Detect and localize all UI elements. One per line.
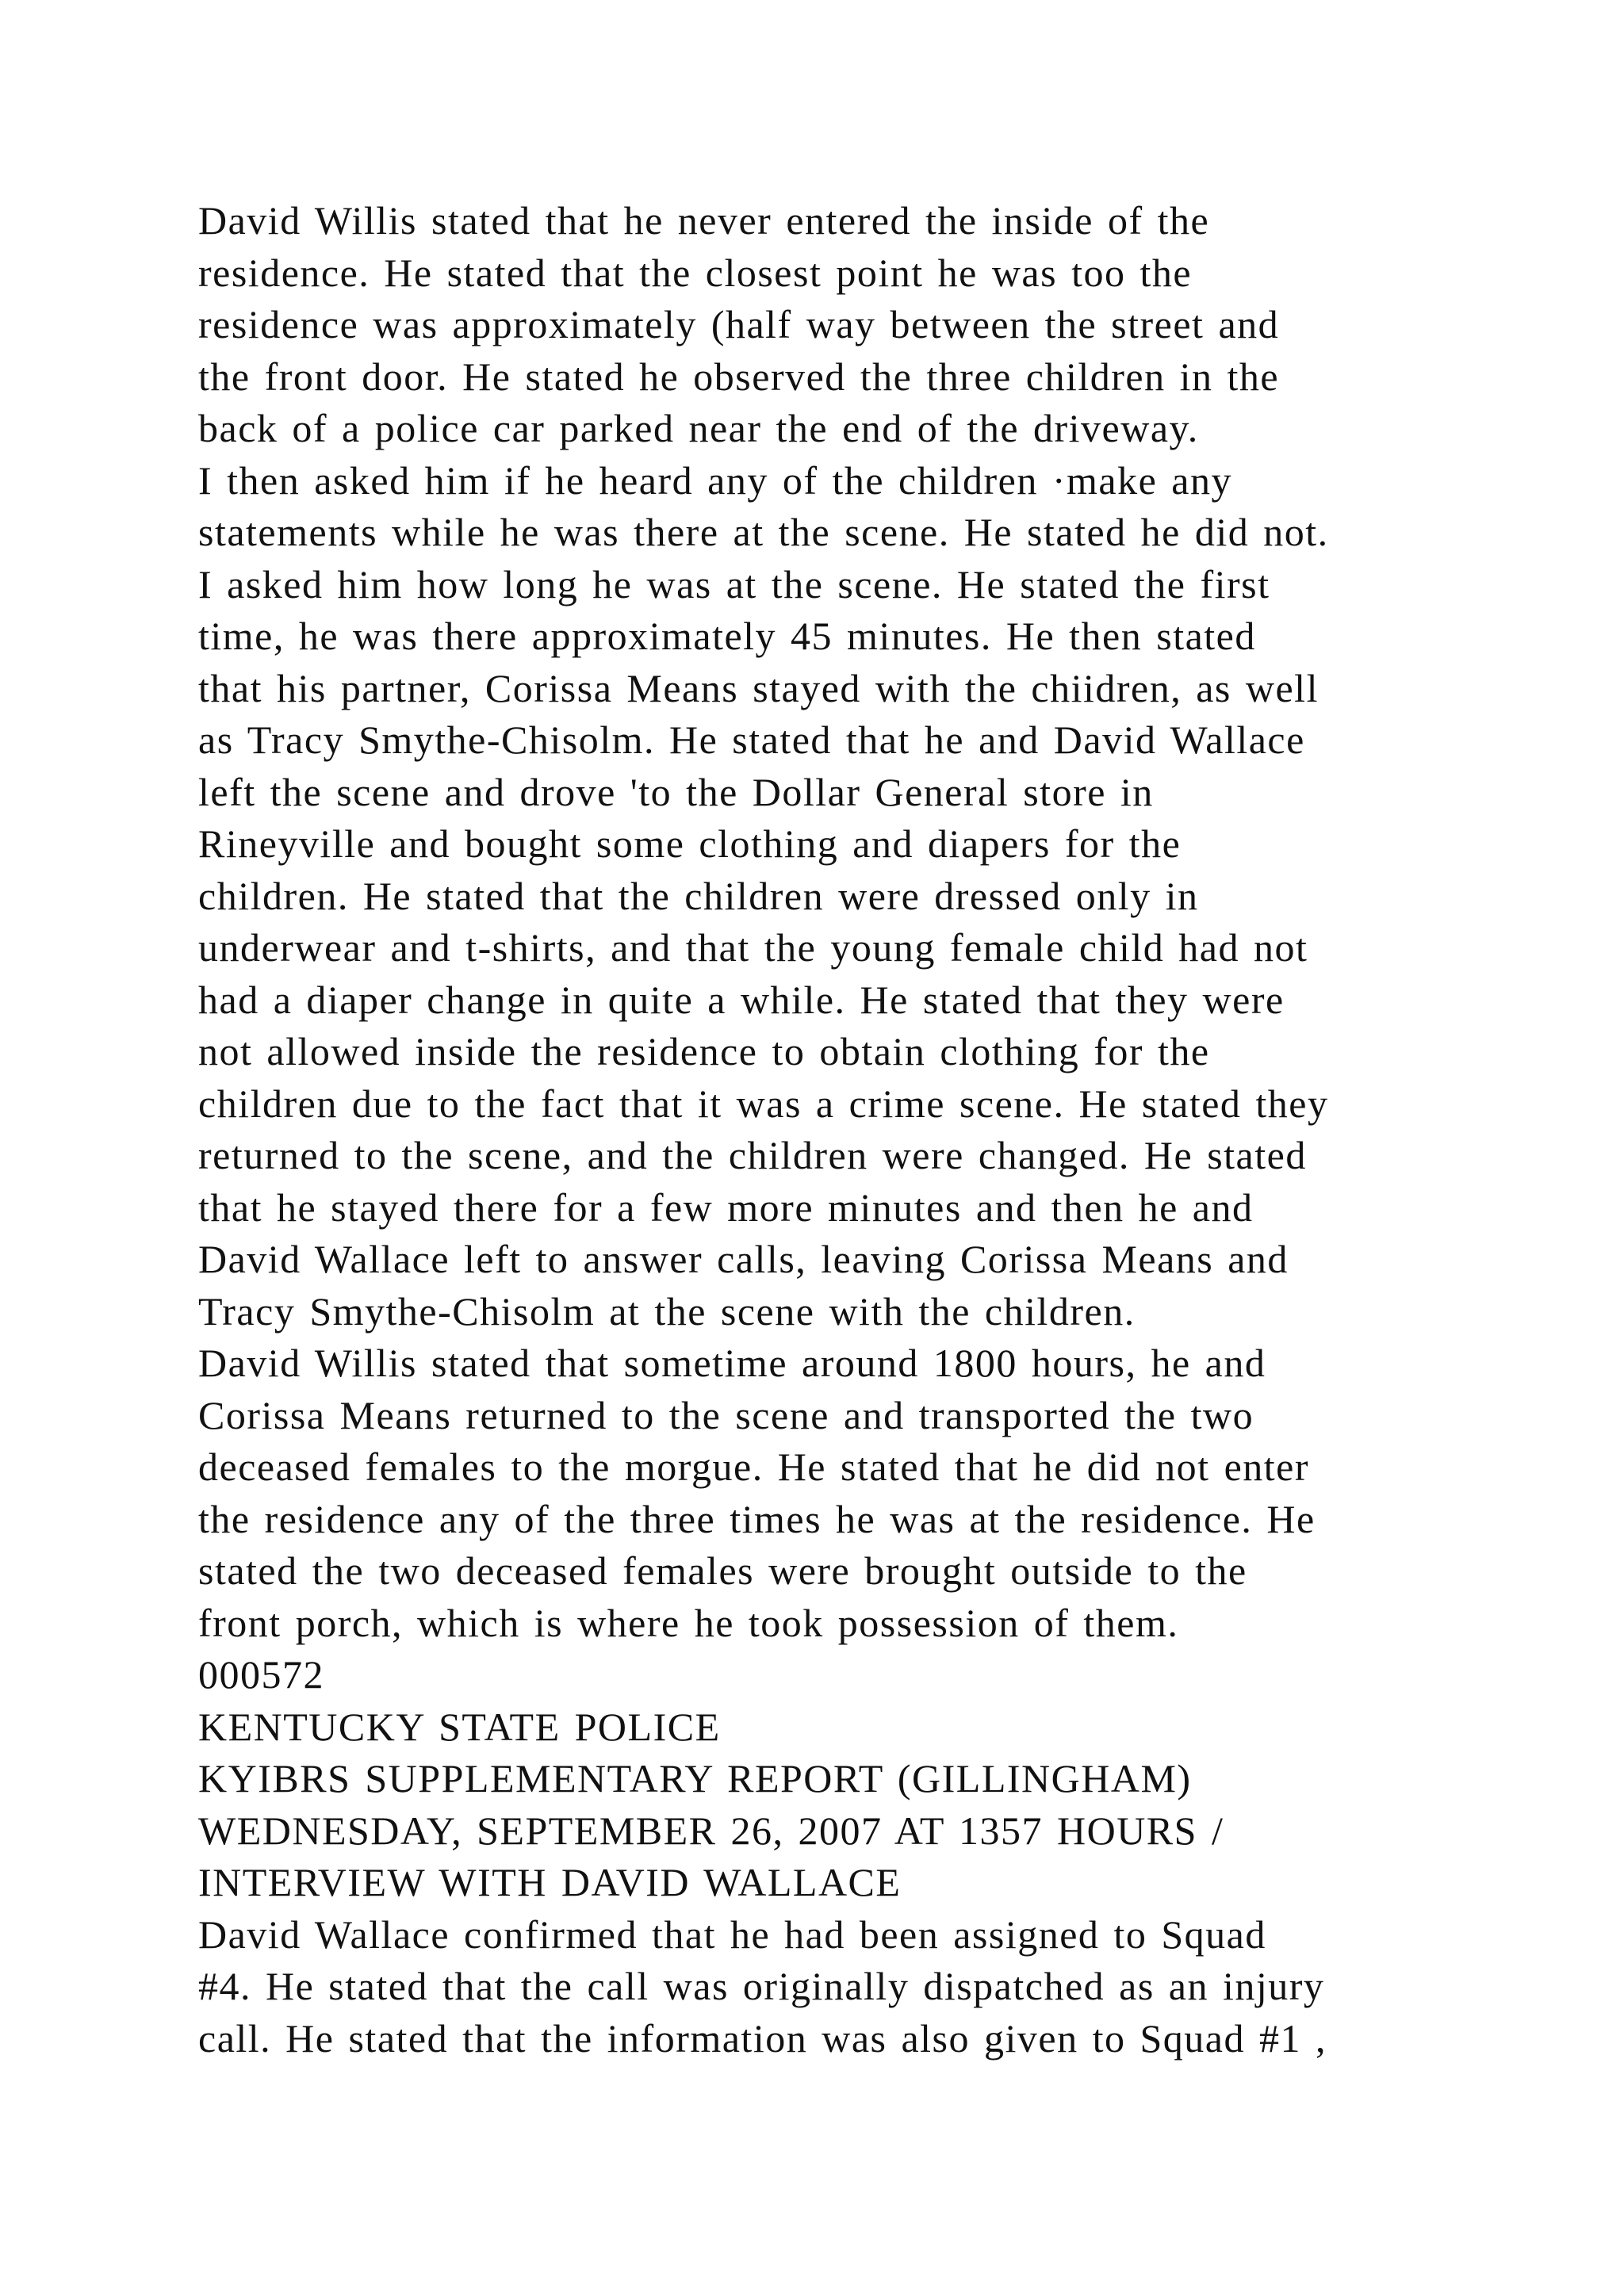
text-line: Corissa Means returned to the scene and transported the two [198, 1392, 1254, 1437]
text-line: deceased females to the morgue. He stated that he did not enter [198, 1445, 1309, 1489]
text-line: Rineyville and bought some clothing and diapers for the [198, 821, 1182, 866]
text-line: children. He stated that the children were dressed only in [198, 873, 1199, 918]
text-line: David Willis stated that sometime around 1800 hours, he and [198, 1341, 1266, 1385]
text-line: back of a police car parked near the end of the driveway. [198, 406, 1199, 450]
text-line: David Willis stated that he never entered the inside of the [198, 198, 1210, 243]
document-body [198, 195, 1435, 2064]
report-title: KYIBRS SUPPLEMENTARY REPORT (GILLINGHAM) [198, 1756, 1192, 1800]
text-line: the residence any of the three times he was at the residence. He [198, 1496, 1316, 1541]
text-line: returned to the scene, and the children were changed. He stated [198, 1133, 1307, 1177]
text-line: underwear and t-shirts, and that the young female child had not [198, 925, 1308, 970]
text-line: as Tracy Smythe-Chisolm. He stated that he and David Wallace [198, 718, 1305, 762]
text-line: the front door. He stated he observed the three children in the [198, 354, 1280, 399]
text-line: not allowed inside the residence to obtain clothing for the [198, 1029, 1210, 1073]
text-line: residence. He stated that the closest point he was too the [198, 250, 1193, 295]
text-line: residence was approximately (half way between the street and [198, 302, 1280, 346]
text-line: I then asked him if he heard any of the children ·make any [198, 457, 1232, 503]
text-line: front porch, which is where he took possession of them. [198, 1600, 1179, 1645]
text-line: statements while he was there at the scene. He stated he did not. [198, 510, 1329, 554]
text-line: stated the two deceased females were brought outside to the [198, 1548, 1247, 1593]
interview-heading: INTERVIEW WITH DAVID WALLACE [198, 1860, 902, 1904]
text-line: call. He stated that the information was also given to Squad #1 , [198, 2015, 1327, 2061]
text-line: Tracy Smythe-Chisolm at the scene with the children. [198, 1288, 1136, 1334]
page-number: 000572 [198, 1652, 324, 1697]
text-line: David Wallace confirmed that he had been assigned to Squad [198, 1911, 1266, 1957]
text-line: left the scene and drove 'to the Dollar General store in [198, 769, 1154, 814]
text-line: time, he was there approximately 45 minutes. He then stated [198, 614, 1256, 658]
text-line: #4. He stated that the call was originally dispatched as an injury [198, 1964, 1325, 2008]
text-line: children due to the fact that it was a crime scene. He stated they [198, 1081, 1329, 1126]
text-line: David Wallace left to answer calls, leaving Corissa Means and [198, 1237, 1289, 1281]
agency-heading: KENTUCKY STATE POLICE [198, 1704, 721, 1749]
text-line: had a diaper change in quite a while. He stated that they were [198, 977, 1285, 1022]
text-line: I asked him how long he was at the scene. He stated the first [198, 561, 1270, 607]
text-line: that he stayed there for a few more minutes and then he and [198, 1184, 1254, 1230]
text-line: that his partner, Corissa Means stayed with the chiidren, as well [198, 665, 1319, 710]
report-date-line: WEDNESDAY, SEPTEMBER 26, 2007 AT 1357 HOURS / [198, 1808, 1224, 1853]
